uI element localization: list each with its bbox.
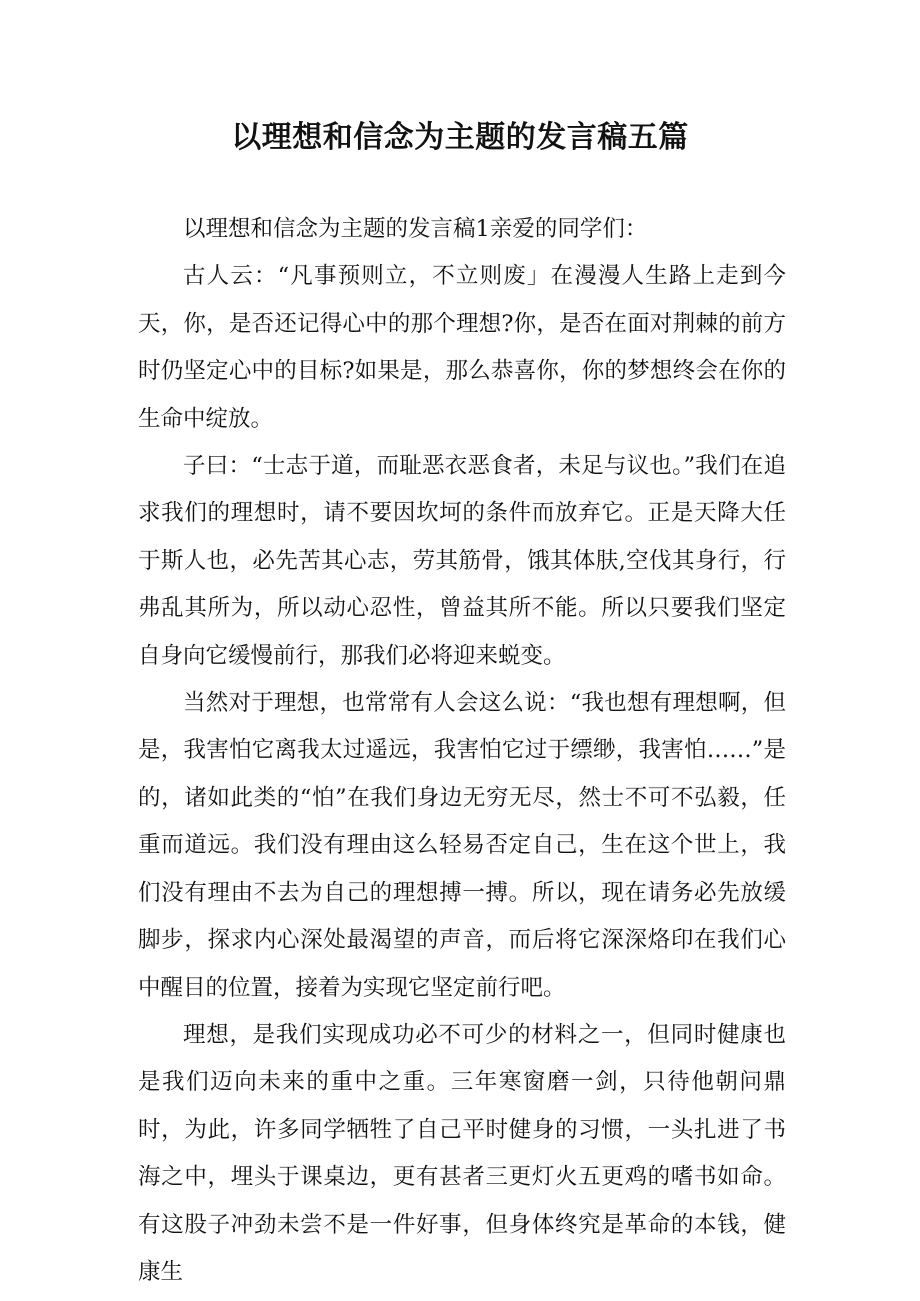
- paragraph: 当然对于理想，也常常有人会这么说：“我也想有理想啊，但是，我害怕它离我太过遥远，我害怕它过于缥缈，我害怕……”是的，诸如此类的“怕”在我们身边无穷无尽，然士不可不弘毅，任重而道远。我们没有理由这么轻易否定自己，生在这个世上，我们没有理由不去为自己的理想搏一搏。所以，现在请务必先放缓脚步，探求内心深处最渴望的声音，而后将它深深烙印在我们心中醒目的位置，接着为实现它坚定前行吧。: [138, 690, 786, 1001]
- paragraph-salutation: 以理想和信念为主题的发言稿1亲爱的同学们：: [183, 216, 648, 242]
- paragraph: 子曰：“士志于道，而耻恶衣恶食者，未足与议也。”我们在追求我们的理想时，请不要因坎坷的条件而放弃它。正是天降大任于斯人也，必先苦其心志，劳其筋骨，饿其体肤,空伐其身行，行弗乱其所为，所以动心忍性，曾益其所不能。所以只要我们坚定自身向它缓慢前行，那我们必将迎来蜕变。: [138, 453, 786, 669]
- paragraph: 理想，是我们实现成功必不可少的材料之一，但同时健康也是我们迈向未来的重中之重。三年寒窗磨一剑，只待他朝问鼎时，为此，许多同学牺牲了自己平时健身的习惯，一头扎进了书海之中，埋头于课桌边，更有甚者三更灯火五更鸡的嗜书如命。有这股子冲劲未尝不是一件好事，但身体终究是革命的本钱，健康生: [138, 1021, 786, 1285]
- paragraph: 古人云：“凡事预则立，不立则废」在漫漫人生路上走到今天，你，是否还记得心中的那个理想?你，是否在面对荆棘的前方时仍坚定心中的目标?如果是，那么恭喜你，你的梦想终会在你的生命中绽放。: [138, 263, 786, 432]
- document-body: [138, 206, 786, 1296]
- document-title: 以理想和信念为主题的发言稿五篇: [231, 120, 689, 155]
